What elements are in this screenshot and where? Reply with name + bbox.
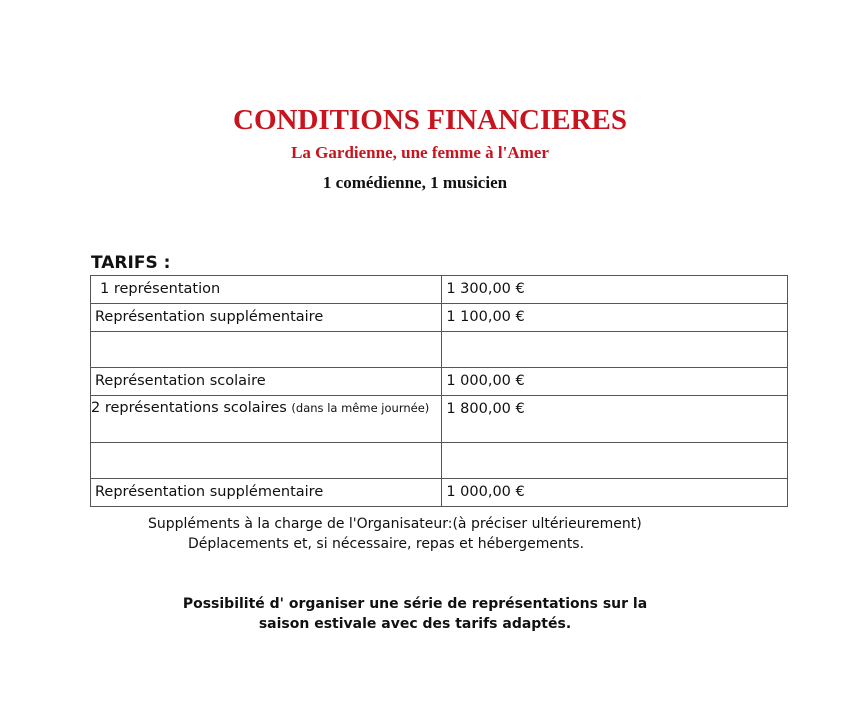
season-note-line-1: Possibilité d' organiser une série de représentations sur la [182,596,648,612]
rates-table [90,275,788,507]
page-title: CONDITIONS FINANCIERES [233,104,627,136]
rate-label: 2 représentations scolaires [91,400,287,416]
season-note [0,594,830,634]
table-row [91,443,788,479]
season-note-line-2: saison estivale avec des tarifs adaptés. [258,616,572,632]
supplements-line-2: Déplacements et, si nécessaire, repas et hébergements. [188,536,585,552]
rate-price [442,443,788,479]
rate-label [91,332,442,368]
rate-note: (dans la même journée) [291,401,430,415]
rate-label: Représentation supplémentaire [91,479,442,507]
table-row [91,304,788,332]
rate-label-cell [91,396,442,443]
supplements-info [148,514,642,554]
rate-price: 1 800,00 € [442,396,788,443]
table-row [91,479,788,507]
supplements-line-1: Suppléments à la charge de l'Organisateur:(à préciser ultérieurement) [148,516,642,532]
table-row [91,396,788,443]
table-row [91,276,788,304]
rate-label: Représentation scolaire [91,368,442,396]
rate-price: 1 100,00 € [442,304,788,332]
rate-price: 1 300,00 € [442,276,788,304]
tarifs-heading: TARIFS : [91,253,171,273]
rate-price: 1 000,00 € [442,479,788,507]
rate-price: 1 000,00 € [442,368,788,396]
rate-price [442,332,788,368]
show-subtitle: La Gardienne, une femme à l'Amer [291,143,549,162]
rate-label [91,443,442,479]
cast-info: 1 comédienne, 1 musicien [322,173,508,192]
rate-label: Représentation supplémentaire [91,304,442,332]
rate-label: 1 représentation [91,276,442,304]
table-row [91,368,788,396]
table-row [91,332,788,368]
